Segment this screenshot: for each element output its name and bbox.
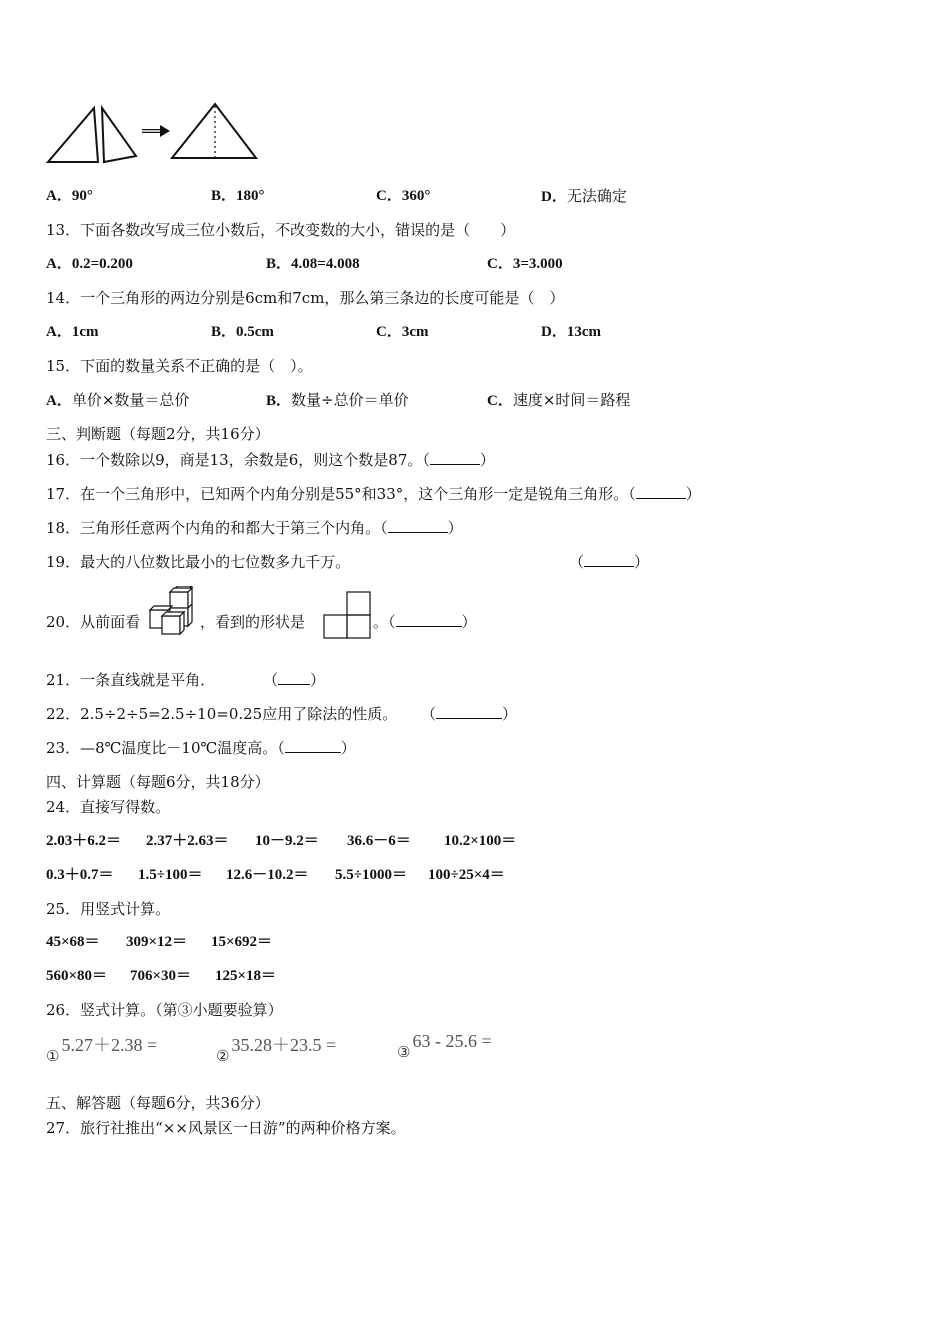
calc-item: 706×30＝ <box>130 968 192 984</box>
q14-option-a: A．1cm <box>46 324 99 340</box>
question-15: 15．下面的数量关系不正确的是（ ）。 <box>46 357 313 375</box>
question-14: 14．一个三角形的两边分别是6cm和7cm，那么第三条边的长度可能是（ ） <box>46 289 565 307</box>
answer-blank[interactable] <box>436 704 502 719</box>
calc-item: 36.6－6＝ <box>347 833 411 849</box>
question-23: 23．—8℃温度比－10℃温度高。（ ） <box>46 739 356 757</box>
calc-item: 1.5÷100＝ <box>138 867 203 883</box>
calc-item: 15×692＝ <box>211 934 273 950</box>
vertical-calc-1: $_①$5.27＋2.38 = <box>46 1035 158 1065</box>
calc-item: 2.37＋2.63＝ <box>146 833 229 849</box>
q20-part-c: 。（ ） <box>373 613 477 631</box>
question-25: 25．用竖式计算。 <box>46 900 171 918</box>
section-5-heading: 五、解答题（每题6分，共36分） <box>46 1094 270 1112</box>
cubes-icon <box>148 586 196 636</box>
calc-item: 45×68＝ <box>46 934 100 950</box>
answer-blank[interactable] <box>388 518 448 533</box>
calc-item: 10.2×100＝ <box>444 833 517 849</box>
front-view-shape-icon <box>322 591 372 639</box>
q22-answer: （ ） <box>421 705 518 723</box>
q14-option-c: C．3cm <box>376 324 429 340</box>
q20-part-b: ，看到的形状是 <box>200 613 306 631</box>
question-17: 17．在一个三角形中，已知两个内角分别是55°和33°，这个三角形一定是锐角三角形。（ ） <box>46 485 701 503</box>
question-21: 21．一条直线就是平角． <box>46 671 216 689</box>
q15-option-a: A．单价×数量＝总价 <box>46 391 190 409</box>
question-24: 24．直接写得数。 <box>46 798 171 816</box>
calc-item: 309×12＝ <box>126 934 188 950</box>
q21-answer: （ ） <box>263 671 326 689</box>
calc-item: 10－9.2＝ <box>255 833 319 849</box>
q12-option-a: A．90° <box>46 188 93 204</box>
q13-option-b: B．4.08=4.008 <box>266 256 360 272</box>
question-27: 27．旅行社推出“××风景区一日游”的两种价格方案。 <box>46 1119 406 1137</box>
question-22: 22．2.5÷2÷5=2.5÷10=0.25应用了除法的性质。 <box>46 705 398 723</box>
question-19: 19．最大的八位数比最小的七位数多九千万。 <box>46 553 351 571</box>
vertical-calc-3: $_③$63 - 25.6 = <box>397 1031 492 1061</box>
question-16: 16．一个数除以9，商是13，余数是6，则这个数是87。（ ） <box>46 451 495 469</box>
q20-part-a: 20．从前面看 <box>46 613 141 631</box>
question-26: 26．竖式计算。（第③小题要验算） <box>46 1001 283 1019</box>
q15-option-c: C．速度×时间＝路程 <box>487 391 631 409</box>
calc-item: 100÷25×4＝ <box>428 867 505 883</box>
q13-option-c: C．3=3.000 <box>487 256 563 272</box>
answer-blank[interactable] <box>396 612 462 627</box>
q19-answer: （ ） <box>569 553 650 571</box>
calc-item: 5.5÷1000＝ <box>335 867 407 883</box>
q14-option-d: D．13cm <box>541 324 601 340</box>
calc-item: 12.6－10.2＝ <box>226 867 309 883</box>
answer-blank[interactable] <box>430 450 480 465</box>
calc-item: 125×18＝ <box>215 968 277 984</box>
q13-option-a: A．0.2=0.200 <box>46 256 133 272</box>
question-13: 13．下面各数改写成三位小数后，不改变数的大小，错误的是（ ） <box>46 221 516 239</box>
answer-blank[interactable] <box>278 670 310 685</box>
triangles-figure <box>44 98 260 166</box>
q15-option-b: B．数量÷总价＝单价 <box>266 391 409 409</box>
calc-item: 560×80＝ <box>46 968 108 984</box>
answer-blank[interactable] <box>636 484 686 499</box>
answer-blank[interactable] <box>584 552 634 567</box>
q14-option-b: B．0.5cm <box>211 324 274 340</box>
section-4-heading: 四、计算题（每题6分，共18分） <box>46 773 270 791</box>
q12-option-c: C．360° <box>376 188 431 204</box>
q12-option-b: B．180° <box>211 188 265 204</box>
answer-blank[interactable] <box>285 738 341 753</box>
vertical-calc-2: $_②$35.28＋23.5 = <box>216 1035 337 1065</box>
calc-item: 2.03＋6.2＝ <box>46 833 122 849</box>
question-18: 18．三角形任意两个内角的和都大于第三个内角。（ ） <box>46 519 463 537</box>
calc-item: 0.3＋0.7＝ <box>46 867 114 883</box>
section-3-heading: 三、判断题（每题2分，共16分） <box>46 425 270 443</box>
q12-option-d: D．无法确定 <box>541 187 627 205</box>
right-arrow-icon <box>142 125 170 137</box>
